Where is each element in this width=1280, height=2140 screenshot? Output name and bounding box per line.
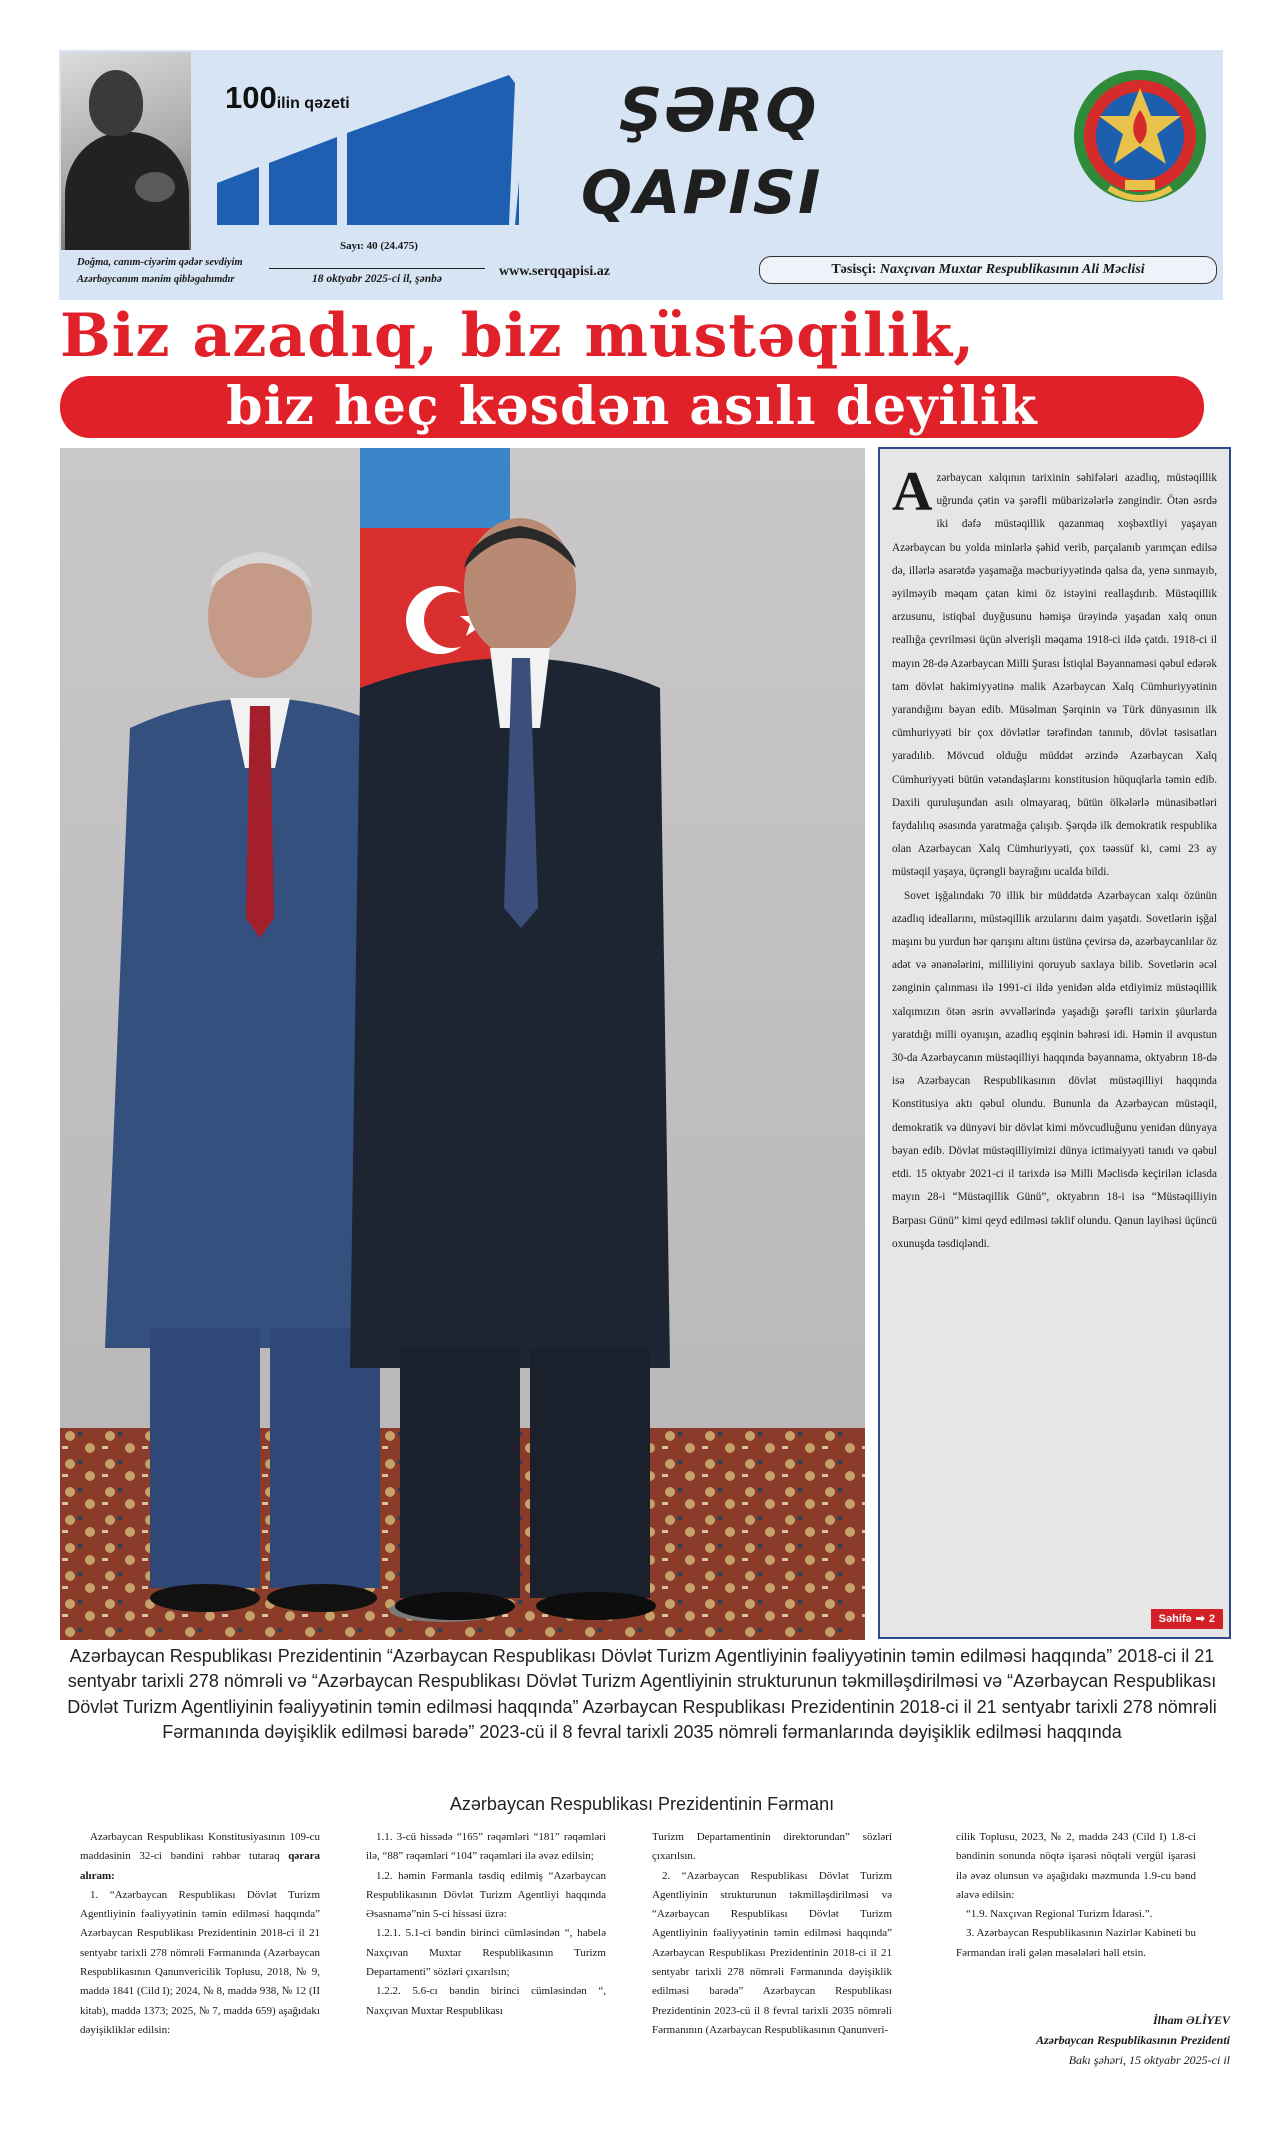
editorial-box [878, 447, 1231, 1639]
continue-label: Səhifə [1158, 1613, 1192, 1625]
state-emblem-icon [1069, 58, 1211, 218]
editorial-dropcap: A [892, 461, 933, 523]
main-photo-illustration [60, 448, 865, 1640]
continue-page-number: 2 [1208, 1613, 1215, 1625]
editorial-paragraph-2: Sovet işğalındakı 70 illik bir müddətdə Azərbaycan xalqı özünün azadlıq ideallarını, müstəqillik arzularını daim yaşatdı. Sovetlərin işğal maşını bu yurdun hər qarışını altını üstünə çevirsə də, azərbaycanlılar öz adət və ənənələrini, milliliyini qoruyub saxlaya bilib. Sovetlərin əcəl zənginin çalınması ilə 1991-ci ildə yenidən əldə etdiyimiz müstəqillik xalqımızın ötən əsrin əvvəllərində yaşadığı şərəfli tarixin şüurlarda yaratdığı milli oyanışın, azadlıq eşqinin bəhrəsi idi. Həmin il avqustun 30-da Azərbaycanın müstəqilliyi haqqında bəyannamə, oktyabrın 18-də isə Azərbaycan Respublikasının dövlət müstəqilliyi haqqında Konstitusiya aktı qəbul olundu. Bununla da Azərbaycan müstəqil, demokratik və dünyəvi bir dövlət kimi mövcudluğunu yenidən dünyaya bəyan edib. Dövlət müstəqilliyimizi dünya ictimaiyyəti tanıdı və qəbul etdi. 15 oktyabr 2021-ci il tarixdə isə Milli Məclisdə keçirilən iclasda mayın 28-i “Müstəqillik Günü”, oktyabrın 18-i isə “Müstəqilliyin Bərpası Günü” kimi qeyd edilməsi təklif olundu. Qanun layihəsi üçüncü oxunuşda təsdiqləndi. [892, 889, 1217, 1250]
newspaper-title-line2: QAPISI [581, 158, 823, 228]
decree-subtitle: Azərbaycan Respublikası Prezidentinin Fərmanı [449, 1794, 835, 1814]
founder-portrait-image [61, 52, 191, 250]
newspaper-title-line1: ŞƏRQ [619, 76, 819, 146]
issue-date: 18 oktyabr 2025-ci il, şənbə [269, 268, 485, 285]
signature-role: Azərbaycan Respublikasının Prezidenti [1035, 2033, 1230, 2047]
headline-banner [60, 376, 1204, 438]
headline-line1: Biz azadıq, biz müstəqilik, [60, 301, 976, 371]
century-word: ilin qəzeti [276, 95, 350, 112]
decree-preamble: Azərbaycan Respublikası Konstitusiyasının 109-cu maddəsinin 32-ci bəndini rəhbər tutaraq [80, 1831, 320, 1863]
founder-box [759, 256, 1217, 284]
masthead [59, 50, 1223, 300]
continue-page-tag[interactable] [1151, 1609, 1223, 1629]
founder-value: Naxçıvan Muxtar Respublikasının Ali Məclisi [879, 262, 1145, 277]
decree-column-2 [366, 1828, 606, 2021]
century-label [225, 80, 350, 116]
decree-clause-1: 1. “Azərbaycan Respublikası Dövlət Turizm Agentliyinin fəaliyyətinin təmin edilməsi haqqında” Azərbaycan Respublikası Prezidentinin 2018-ci il 21 sentyabr tarixli 278 nömrəli Fərmanında (Azərbaycan Respublikasının Qanunvericilik Toplusu, 2018, № 9, maddə 1841 (Cild I); 2024, № 8, maddə 938, № 12 (II kitab), maddə 1373; 2025, № 7, maddə 659) aşağıdakı dəyişikliklər edilsin: [80, 1888, 320, 2036]
masthead-motto: Doğma, canım-ciyərim qədər sevdiyim Azərbaycanım mənim qibləgahımdır [77, 257, 243, 285]
editorial-paragraph-1: zərbaycan xalqının tarixinin səhifələri azadlıq, müstəqillik uğrunda çətin və şərəfli mübarizələrlə zəngindir. Ötən əsrdə iki dəfə müstəqillik qazanmaq xoşbəxtliyi yaşayan Azərbaycan bu yolda minlərlə şəhid verib, parçalanıb yarımçan edilsə də, illərlə əsarətdə yaşamağa məcburiyyətində qalsa da, yenə sınmayıb, əyilməyib məqam çatan kimi öz istəyini reallaşdırıb. Müstəqillik arzusunu, istiqbal duyğusunu həmişə ürəyində yaşadan xalq onun reallığa çevrilməsi üçün əlverişli məqama 1918-ci ildə çatdı. 1918-ci il mayın 28-də Azərbaycan Milli Şurası İstiqlal Bəyannaməsi qəbul edərək tam dövlət hakimiyyətinə malik Azərbaycan Xalq Cümhuriyyətinin yarandığını bəyan edib. Müsəlman Şərqinin və Türk dünyasının ilk cümhuriyyəti bir çox dövlətlər tərəfindən tanınıb, dövlət təsisatları yaradılıb. Mövcud olduğu müddət ərzində Azərbaycan Xalq Cümhuriyyəti bütün vətəndaşlarını konstitusion hüquqlarla təmin edib. Daxili quruluşundan asılı olmayaraq, bütün ölkələrlə münasibətləri faydalılıq əsasında yaratmağa çalışıb. Şərqdə ilk demokratik respublika olan Azərbaycan Xalq Cümhuriyyəti, çox təəssüf ki, cəmi 23 ay müstəqil yaşaya, üçrəngli bayrağını ucalda bildi. [892, 472, 1217, 879]
decree-column-4 [956, 1828, 1196, 1963]
editorial-text [892, 461, 1217, 1256]
issue-number: Sayı: 40 (24.475) [340, 240, 418, 252]
decree-clause-1-2: 1.2. həmin Fərmanla təsdiq edilmiş “Azərbaycan Respublikasının Dövlət Turizm Agentliyi haqqında Əsasnamə”nin 5-ci hissəsi üzrə: [366, 1869, 606, 1921]
signature-place: Bakı şəhəri, 15 oktyabr 2025-ci il [1068, 2053, 1230, 2067]
headline-line2: biz heç kəsdən asılı deyilik [226, 376, 1038, 437]
decree-column-1 [80, 1828, 320, 2040]
decree-column-3 [652, 1828, 892, 2040]
decree-clause-1-9: “1.9. Naxçıvan Regional Turizm İdarəsi.”. [966, 1908, 1153, 1921]
decree-clause-3: 3. Azərbaycan Respublikasının Nazirlər Kabineti bu Fərmandan irəli gələn məsələləri həll etsin. [956, 1927, 1196, 1959]
decree-signature [930, 2010, 1230, 2070]
decree-clause-1-1: 1.1. 3-cü hissədə “165” rəqəmləri “181” rəqəmləri ilə, “88” rəqəmləri “104” rəqəmləri ilə əvəz edilsin; [366, 1831, 606, 1863]
signature-name: İlham ƏLİYEV [1152, 2013, 1230, 2027]
decree-clause-1-2-2: 1.2.2. 5.6-cı bəndin birinci cümləsindən “, Naxçıvan Muxtar Respublikası [366, 1985, 606, 2017]
decree-title: Azərbaycan Respublikası Prezidentinin “Azərbaycan Respublikası Dövlət Turizm Agentliyinin fəaliyyətinin təmin edilməsi haqqında” 2018-ci il 21 sentyabr tarixli 278 nömrəli və “Azərbaycan Respublikası Dövlət Turizm Agentliyinin strukturunun təkmilləşdirilməsi və “Azərbaycan Respublikası Dövlət Turizm Agentliyinin fəaliyyətinin təmin edilməsi haqqında” Azərbaycan Respublikası Prezidentinin 2018-ci il 21 sentyabr tarixli 278 nömrəli Fərmanında dəyişiklik edilməsi barədə” 2023-cü il 8 fevral tarixli 2035 nömrəli fərmanlarında dəyişiklik edilməsi haqqında [67, 1646, 1217, 1743]
website-link[interactable]: www.serqqapisi.az [499, 264, 610, 279]
decree-resolve: qərara alıram: [80, 1850, 320, 1882]
decree-clause-2-cont: cilik Toplusu, 2023, № 2, maddə 243 (Cild I) 1.8-ci bəndinin sonunda nöqtə işarəsi nöqtəli vergül işarəsi ilə əvəz olunsun və aşağıdakı məzmunda 1.9-cu bənd əlavə edilsin: [956, 1831, 1196, 1901]
main-photo [60, 448, 865, 1640]
arrow-right-icon: ➡ [1195, 1613, 1205, 1625]
founder-label: Təsisçi: [831, 262, 877, 277]
decree-clause-2: 2. “Azərbaycan Respublikası Dövlət Turizm Agentliyinin strukturunun təkmilləşdirilməsi və “Azərbaycan Respublikası Dövlət Turizm Agentliyinin fəaliyyətinin təmin edilməsi haqqında” Azərbaycan Respublikası Prezidentinin 2018-ci il 21 sentyabr tarixli 278 nömrəli Fərmanında dəyişiklik edilməsi barədə” Azərbaycan Respublikası Prezidentinin 2023-cü il 8 fevral tarixli 2035 nömrəli Fərmanının (Azərbaycan Respublikasının Qanunveri- [652, 1869, 892, 2036]
century-number: 100 [225, 80, 277, 115]
decree-clause-1-2-2-cont: Turizm Departamentinin direktorundan” sözləri çıxarılsın. [652, 1831, 892, 1863]
decree-clause-1-2-1: 1.2.1. 5.1-ci bəndin birinci cümləsindən “, habelə Naxçıvan Muxtar Respublikasının Turizm Departamenti” sözləri çıxarılsın; [366, 1927, 606, 1979]
